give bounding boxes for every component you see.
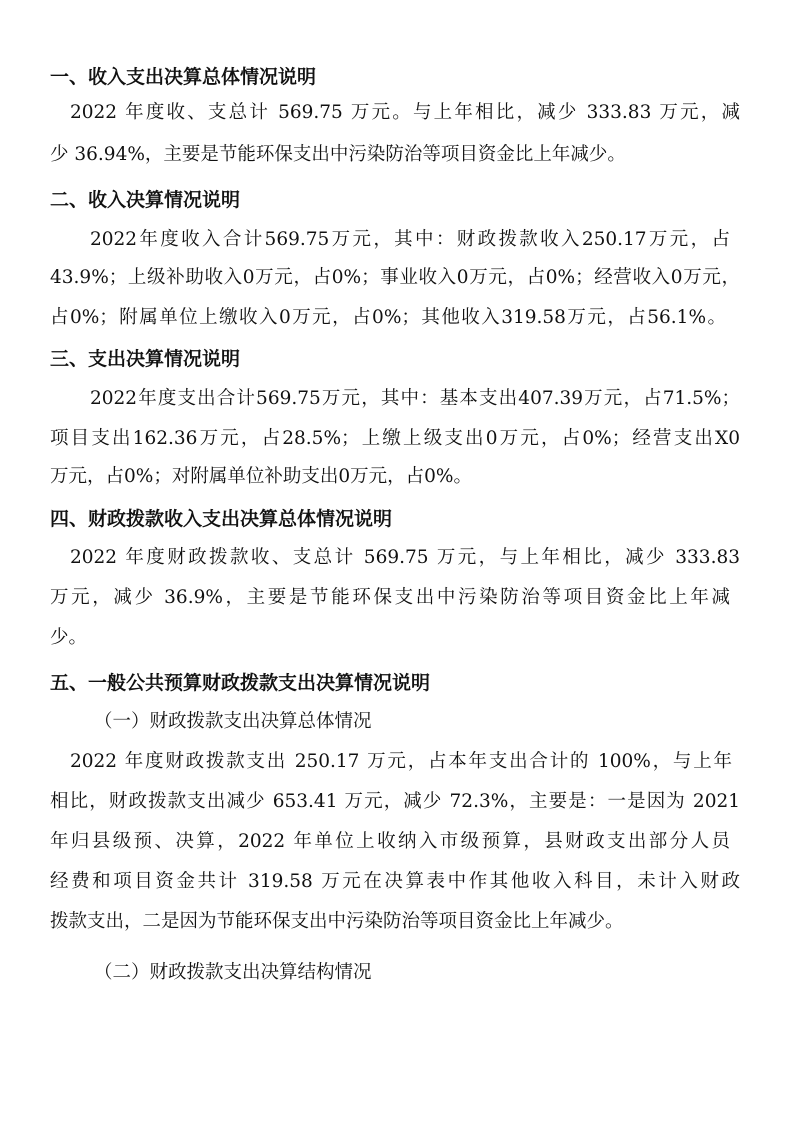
section-1-line-1: 2022 年度收、支总计 569.75 万元。与上年相比，减少 333.83 万元，减	[70, 102, 740, 123]
section-2-line-3: 占0%；附属单位上缴收入0万元，占0%；其他收入319.58万元，占56.1%。	[50, 307, 726, 328]
section-3-line-3: 万元，占0%；对附属单位补助支出0万元，占0%。	[50, 466, 472, 487]
section-5-subheading-2: （二）财政拨款支出决算结构情况	[94, 962, 372, 983]
section-3-line-2: 项目支出162.36万元，占28.5%；上缴上级支出0万元，占0%；经营支出X0	[50, 428, 740, 449]
section-3-line-1: 2022年度支出合计569.75万元，其中：基本支出407.39万元，占71.5%；	[90, 388, 740, 409]
section-1-heading: 一、收入支出决算总体情况说明	[50, 66, 317, 88]
section-5-line-5: 拨款支出，二是因为节能环保支出中污染防治等项目资金比上年减少。	[50, 911, 624, 932]
section-2-line-2: 43.9%；上级补助收入0万元，占0%；事业收入0万元，占0%；经营收入0万元，	[50, 267, 740, 288]
section-4-line-1: 2022 年度财政拨款收、支总计 569.75 万元，与上年相比，减少 333.83	[70, 547, 740, 568]
section-5-line-4: 经费和项目资金共计 319.58 万元在决算表中作其他收入科目，未计入财政	[50, 871, 740, 892]
section-2-line-1: 2022年度收入合计569.75万元，其中：财政拨款收入250.17万元，占	[90, 229, 730, 250]
section-2-heading: 二、收入决算情况说明	[50, 189, 241, 211]
section-3-heading: 三、支出决算情况说明	[50, 348, 241, 370]
section-4-line-3: 少。	[50, 627, 88, 648]
section-4-heading: 四、财政拨款收入支出决算总体情况说明	[50, 508, 393, 530]
section-5-line-3: 年归县级预、决算，2022 年单位上收纳入市级预算，县财政支出部分人员	[50, 831, 730, 852]
section-4-line-2: 万元，减少 36.9%，主要是节能环保支出中污染防治等项目资金比上年减	[50, 587, 730, 608]
section-5-heading: 五、一般公共预算财政拨款支出决算情况说明	[50, 672, 431, 694]
section-5-line-2: 相比，财政拨款支出减少 653.41 万元，减少 72.3%，主要是：一是因为 2021	[50, 791, 740, 812]
section-5-line-1: 2022 年度财政拨款支出 250.17 万元，占本年支出合计的 100%，与上年	[70, 751, 732, 772]
section-1-line-2: 少 36.94%，主要是节能环保支出中污染防治等项目资金比上年减少。	[50, 144, 626, 165]
section-5-subheading-1: （一）财政拨款支出决算总体情况	[94, 711, 372, 732]
